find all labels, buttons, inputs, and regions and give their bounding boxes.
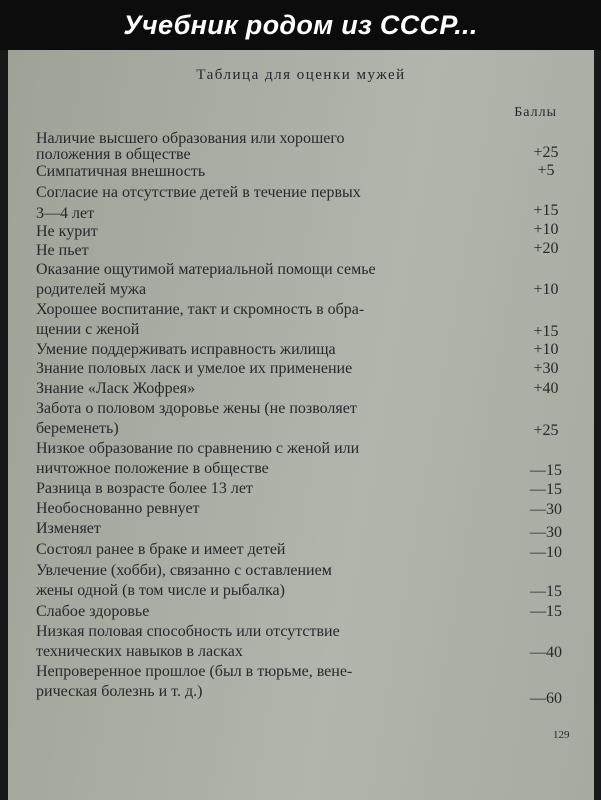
caption-title: Учебник родом из СССР... bbox=[123, 9, 478, 40]
score-value: +10 bbox=[533, 221, 559, 238]
table-title: Таблица для оценки мужей bbox=[196, 67, 406, 83]
score-value: +5 bbox=[537, 162, 555, 179]
score-value: +10 bbox=[533, 281, 559, 298]
caption-banner bbox=[0, 0, 601, 50]
score-value: +10 bbox=[533, 341, 559, 358]
criterion-line: 3—4 лет bbox=[36, 205, 95, 222]
score-value: —15 bbox=[530, 603, 562, 620]
criterion-line: Согласие на отсутствие детей в течение первых bbox=[36, 184, 361, 201]
criterion-line: щении с женой bbox=[36, 321, 140, 338]
score-value: —30 bbox=[530, 501, 562, 518]
criterion-line: технических навыков в ласках bbox=[36, 643, 243, 660]
score-value: +25 bbox=[533, 144, 559, 161]
criterion-line: ничтожное положение в обществе bbox=[36, 460, 269, 477]
criterion-line: Не курит bbox=[36, 223, 98, 240]
score-value: —10 bbox=[530, 544, 562, 561]
score-column-header: Баллы bbox=[514, 105, 557, 120]
criterion-line: рическая болезнь и т. д.) bbox=[36, 683, 203, 700]
criterion-line: беременеть) bbox=[36, 420, 119, 437]
criterion-line: Разница в возрасте более 13 лет bbox=[36, 480, 253, 497]
book-page bbox=[8, 50, 594, 800]
score-value: +25 bbox=[533, 422, 559, 439]
score-value: —30 bbox=[530, 524, 562, 541]
criterion-line: Слабое здоровье bbox=[36, 603, 150, 620]
score-value: —15 bbox=[530, 583, 562, 600]
score-value: —60 bbox=[530, 690, 562, 707]
criterion-line: Забота о половом здоровье жены (не позволяет bbox=[36, 400, 357, 417]
score-value: —15 bbox=[530, 481, 562, 498]
criterion-line: Низкое образование по сравнению с женой или bbox=[36, 440, 360, 457]
criterion-line: положения в обществе bbox=[36, 146, 191, 163]
criterion-line: Симпатичная внешность bbox=[36, 163, 206, 180]
criterion-line: жены одной (в том числе и рыбалка) bbox=[36, 582, 285, 599]
criterion-line: Состоял ранее в браке и имеет детей bbox=[36, 541, 286, 558]
criterion-line: Умение поддерживать исправность жилища bbox=[36, 341, 336, 358]
criterion-line: Знание «Ласк Жофрея» bbox=[36, 380, 196, 397]
criterion-line: Не пьет bbox=[36, 242, 89, 259]
score-value: +40 bbox=[533, 380, 559, 397]
criterion-line: Оказание ощутимой материальной помощи семье bbox=[36, 261, 376, 278]
score-value: —15 bbox=[530, 462, 562, 479]
criterion-line: Наличие высшего образования или хорошего bbox=[36, 130, 345, 147]
criterion-line: родителей мужа bbox=[36, 281, 147, 298]
score-value: +15 bbox=[533, 323, 559, 340]
score-value: +15 bbox=[533, 202, 559, 219]
score-value: —40 bbox=[530, 644, 562, 661]
criterion-line: Знание половых ласк и умелое их применение bbox=[36, 360, 353, 377]
page-number: 129 bbox=[553, 729, 570, 741]
criterion-line: Низкая половая способность или отсутствие bbox=[36, 623, 340, 640]
criterion-line: Необоснованно ревнует bbox=[36, 500, 200, 517]
criterion-line: Увлечение (хобби), связанно с оставлением bbox=[36, 562, 332, 579]
score-value: +30 bbox=[533, 360, 559, 377]
score-value: +20 bbox=[533, 240, 559, 257]
criterion-line: Изменяет bbox=[36, 520, 101, 537]
criterion-line: Непроверенное прошлое (был в тюрьме, вене- bbox=[36, 663, 353, 680]
criterion-line: Хорошее воспитание, такт и скромность в обра- bbox=[36, 301, 365, 318]
